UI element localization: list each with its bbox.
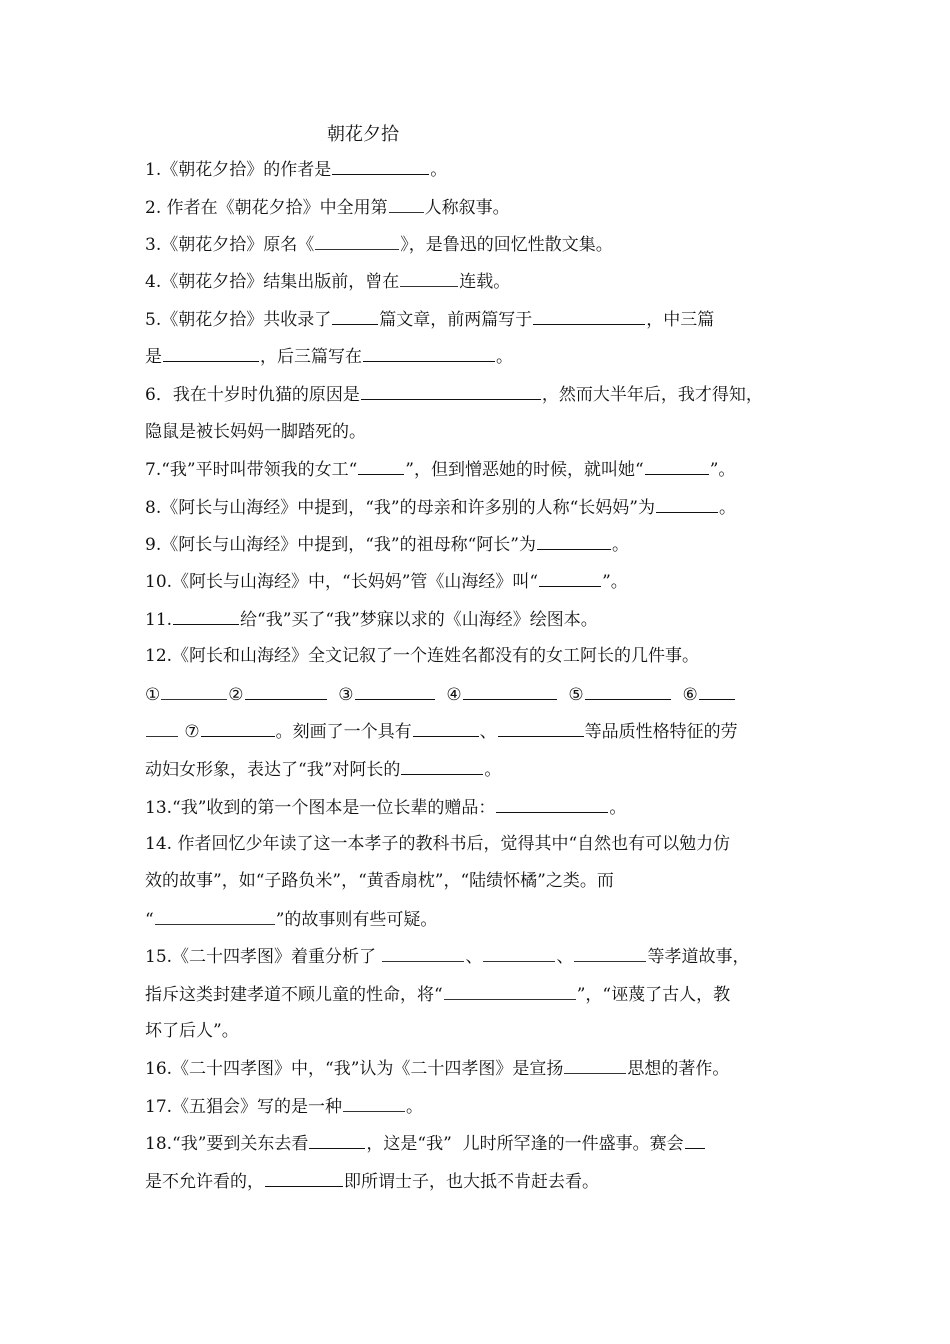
- question-text: ⑤: [557, 685, 584, 705]
- question-text: 。: [609, 798, 627, 818]
- answer-blank[interactable]: [358, 458, 404, 475]
- question-text: ⑥: [671, 685, 698, 705]
- question-line-q12d: [145, 758, 501, 781]
- answer-blank[interactable]: [161, 683, 227, 700]
- question-text: 、: [465, 947, 483, 967]
- question-text: 是不允许看的，: [145, 1172, 264, 1192]
- question-text: 10.《阿长与山海经》中，“长妈妈”管《山海经》叫“: [145, 572, 539, 592]
- page-title: 朝花夕拾: [327, 124, 399, 145]
- question-text: 11.: [145, 610, 173, 630]
- question-text: ，后三篇写在: [260, 347, 362, 367]
- question-text: 15.《二十四孝图》着重分析了: [145, 947, 382, 967]
- answer-blank[interactable]: [444, 983, 576, 1000]
- question-text: “: [145, 910, 154, 930]
- question-text: 给“我”买了“我”梦寐以求的《山海经》绘图本。: [240, 610, 598, 630]
- answer-blank[interactable]: [656, 496, 718, 513]
- question-line-q2: [145, 196, 510, 219]
- question-text: 5.《朝花夕拾》共收录了: [145, 310, 332, 330]
- question-text: 》，是鲁迅的回忆性散文集。: [400, 235, 613, 255]
- question-text: 6．我在十岁时仇猫的原因是: [145, 385, 360, 405]
- question-text: 隐鼠是被长妈妈一脚踏死的。: [145, 422, 366, 442]
- question-line-q10: [145, 570, 628, 593]
- answer-blank[interactable]: [155, 908, 275, 925]
- answer-blank[interactable]: [537, 533, 611, 550]
- question-line-q17: [145, 1095, 423, 1118]
- question-text: 13.“我”收到的第一个图本是一位长辈的赠品：: [145, 798, 496, 818]
- answer-blank[interactable]: [685, 1132, 705, 1149]
- question-text: 18.“我”要到关东去看: [145, 1134, 309, 1154]
- answer-blank[interactable]: [496, 796, 608, 813]
- answer-blank[interactable]: [585, 683, 671, 700]
- question-line-q13: [145, 796, 626, 819]
- question-line-q3: [145, 233, 613, 256]
- question-text: 3.《朝花夕拾》原名《: [145, 235, 315, 255]
- question-text: 指斥这类封建孝道不顾儿童的性命，将“: [145, 985, 443, 1005]
- answer-blank[interactable]: [389, 196, 424, 213]
- question-text: ”。: [602, 572, 628, 592]
- question-text: ⑦: [179, 722, 200, 742]
- answer-blank[interactable]: [146, 720, 178, 737]
- question-line-q12c: [145, 720, 738, 743]
- answer-blank[interactable]: [574, 945, 646, 962]
- question-text: 是: [145, 347, 162, 367]
- question-line-q4: [145, 270, 510, 293]
- question-line-q14b: [145, 870, 614, 892]
- answer-blank[interactable]: [173, 608, 239, 625]
- question-line-q7: [145, 458, 735, 481]
- question-text: 动妇女形象，表达了“我”对阿长的: [145, 760, 401, 780]
- question-line-q8: [145, 496, 736, 519]
- question-line-q5a: [145, 308, 714, 331]
- question-text: 、: [479, 722, 497, 742]
- question-text: ，这是“我” 儿时所罕逢的一件盛事。赛会: [366, 1134, 684, 1154]
- question-text: 。: [406, 1097, 424, 1117]
- question-line-q15b: [145, 983, 730, 1006]
- question-text: 9.《阿长与山海经》中提到，“我”的祖母称“阿长”为: [145, 535, 536, 555]
- question-text: ”。: [709, 460, 736, 480]
- question-line-q18a: [145, 1132, 706, 1155]
- question-text: 。刻画了一个具有: [275, 722, 412, 742]
- question-text: ，中三篇: [646, 310, 715, 330]
- question-text: 16.《二十四孝图》中，“我”认为《二十四孝图》是宣扬: [145, 1059, 564, 1079]
- question-text: ③: [327, 685, 354, 705]
- answer-blank[interactable]: [265, 1170, 343, 1187]
- answer-blank[interactable]: [361, 383, 541, 400]
- answer-blank[interactable]: [201, 720, 275, 737]
- question-text: ②: [228, 685, 244, 705]
- question-text: 。: [611, 535, 629, 555]
- question-text: 人称叙事。: [424, 198, 510, 218]
- question-line-q16: [145, 1057, 729, 1080]
- question-line-q1: [145, 158, 447, 181]
- question-line-q11: [145, 608, 598, 631]
- question-text: 7.“我”平时叫带领我的女工“: [145, 460, 358, 480]
- answer-blank[interactable]: [498, 720, 584, 737]
- answer-blank[interactable]: [163, 345, 259, 362]
- answer-blank[interactable]: [355, 683, 435, 700]
- question-line-q6b: [145, 421, 366, 443]
- question-text: ”的故事则有些可疑。: [275, 910, 438, 930]
- answer-blank[interactable]: [363, 345, 495, 362]
- answer-blank[interactable]: [401, 758, 483, 775]
- question-text: ①: [145, 685, 161, 705]
- question-line-q5b: [145, 345, 513, 368]
- answer-blank[interactable]: [539, 570, 601, 587]
- question-line-q9: [145, 533, 629, 556]
- answer-blank[interactable]: [309, 1132, 365, 1149]
- answer-blank[interactable]: [315, 233, 399, 250]
- question-text: 效的故事”，如“子路负米”，“黄香扇枕”，“陆绩怀橘”之类。而: [145, 871, 614, 891]
- question-text: 坏了后人”。: [145, 1021, 239, 1041]
- question-text: 。: [718, 498, 736, 518]
- answer-blank[interactable]: [564, 1057, 626, 1074]
- question-text: 等孝道故事，: [647, 947, 750, 967]
- question-text: 、: [556, 947, 574, 967]
- answer-blank[interactable]: [645, 458, 709, 475]
- question-text: 17.《五猖会》写的是一种: [145, 1097, 343, 1117]
- answer-blank[interactable]: [483, 945, 555, 962]
- answer-blank[interactable]: [343, 1095, 405, 1112]
- answer-blank[interactable]: [382, 945, 464, 962]
- question-text: ，然而大半年后，我才得知，: [541, 385, 763, 405]
- answer-blank[interactable]: [533, 308, 645, 325]
- question-text: 篇文章，前两篇写于: [379, 310, 533, 330]
- question-line-q14a: [145, 833, 730, 855]
- question-text: 12.《阿长和山海经》全文记叙了一个连姓名都没有的女工阿长的几件事。: [145, 646, 700, 666]
- question-text: 。: [496, 347, 513, 367]
- question-text: 2. 作者在《朝花夕拾》中全用第: [145, 198, 388, 218]
- question-text: ④: [435, 685, 462, 705]
- question-line-q14c: [145, 908, 437, 931]
- answer-blank[interactable]: [413, 720, 479, 737]
- question-line-q6a: [145, 383, 763, 406]
- question-line-q15c: [145, 1020, 239, 1042]
- question-text: 即所谓士子，也大抵不肯赶去看。: [344, 1172, 599, 1192]
- question-line-q12a: [145, 645, 699, 667]
- question-text: 等品质性格特征的劳: [584, 722, 738, 742]
- question-text: 连载。: [459, 272, 511, 292]
- question-line-q18b: [145, 1170, 599, 1193]
- answer-blank[interactable]: [463, 683, 557, 700]
- question-line-q15a: [145, 945, 749, 968]
- answer-blank[interactable]: [699, 683, 735, 700]
- question-text: ”，但到憎恶她的时候，就叫她“: [405, 460, 644, 480]
- question-text: 1.《朝花夕拾》的作者是: [145, 160, 332, 180]
- question-text: 4.《朝花夕拾》结集出版前，曾在: [145, 272, 400, 292]
- question-line-q12b: [145, 683, 736, 706]
- answer-blank[interactable]: [400, 270, 458, 287]
- question-text: 8.《阿长与山海经》中提到，“我”的母亲和许多别的人称“长妈妈”为: [145, 498, 655, 518]
- question-text: ”，“诬蔑了古人，教: [576, 985, 731, 1005]
- question-text: 。: [484, 760, 502, 780]
- question-text: 思想的著作。: [627, 1059, 730, 1079]
- answer-blank[interactable]: [245, 683, 327, 700]
- question-text: 14. 作者回忆少年读了这一本孝子的教科书后，觉得其中“自然也有可以勉力仿: [145, 834, 731, 854]
- answer-blank[interactable]: [332, 308, 378, 325]
- answer-blank[interactable]: [332, 158, 429, 175]
- question-text: 。: [430, 160, 448, 180]
